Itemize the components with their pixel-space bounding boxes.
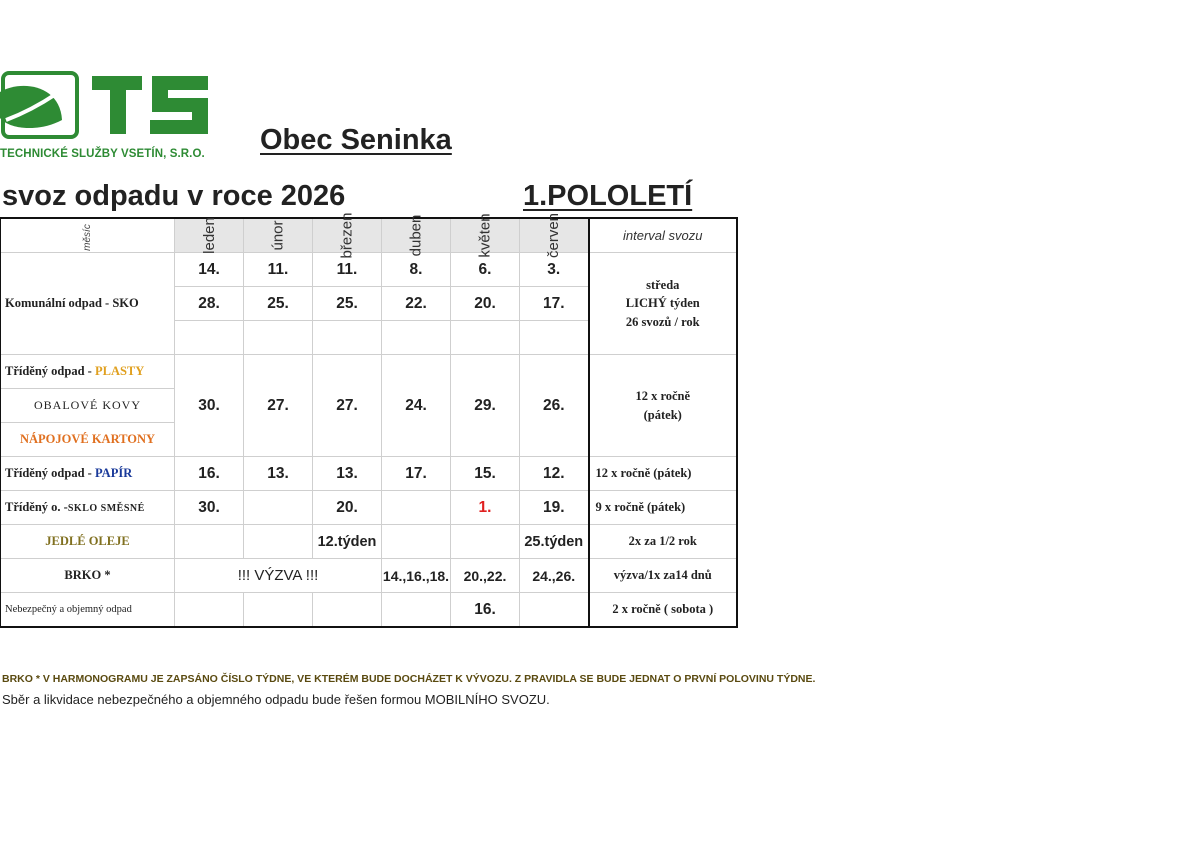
plasty-word: PLASTY [94,364,145,378]
table-cell: 30. [175,491,244,525]
table-cell: 6. [451,253,520,287]
table-cell: 26. [520,355,589,457]
plasty-interval-line: 12 x ročně [635,389,691,404]
plasty-row-1 [1,355,737,389]
table-cell [382,321,451,355]
table-cell: 25. [244,287,313,321]
logo-caption: TECHNICKÉ SLUŽBY VSETÍN, S.R.O. [0,148,205,160]
table-cell: 12.týden [313,525,382,559]
brko-interval: výzva/1x za14 dnů [589,559,737,593]
table-cell [520,321,589,355]
brko-label: BRKO * [1,559,175,593]
label-prefix: Tříděný odpad - [5,466,95,480]
table-cell: 13. [313,457,382,491]
kartony-label: NÁPOJOVÉ KARTONY [1,423,175,457]
oleje-interval: 2x za 1/2 rok [589,525,737,559]
table-cell [313,593,382,627]
table-cell [175,593,244,627]
sko-interval-line: středa [646,278,680,293]
sko-row-1 [1,253,737,287]
corner-cell [1,219,175,253]
papir-interval: 12 x ročně (pátek) [589,457,737,491]
table-cell [244,491,313,525]
table-cell: 16. [451,593,520,627]
papir-row [1,457,737,491]
table-cell: 1. [451,491,520,525]
month-header: duben [382,219,451,253]
table-cell: 22. [382,287,451,321]
table-cell [175,525,244,559]
table-cell: 28. [175,287,244,321]
municipality-title: Obec Seninka [260,124,452,156]
table-cell: 27. [244,355,313,457]
table-cell: 12. [520,457,589,491]
table-cell: 24.,26. [520,559,589,593]
table-cell [313,321,382,355]
table-cell [451,525,520,559]
table-cell [451,321,520,355]
schedule-title: svoz odpadu v roce 2026 [2,180,346,212]
ts-logo-mark [0,70,215,150]
table-cell: 3. [520,253,589,287]
brko-row [1,559,737,593]
mobile-collection-note: Sběr a likvidace nebezpečného a objemného odpadu bude řešen formou MOBILNÍHO SVOZU. [2,692,550,707]
collection-schedule-table [0,212,737,627]
table-cell: 17. [520,287,589,321]
table-cell: 17. [382,457,451,491]
papir-label [1,457,175,491]
table-cell: 27. [313,355,382,457]
table-cell: 11. [313,253,382,287]
month-header: leden [175,219,244,253]
month-axis-label: měsíc [81,223,93,251]
table-cell: 20. [451,287,520,321]
brko-footnote: BRKO * V HARMONOGRAMU JE ZAPSÁNO ČÍSLO TÝDNE, VE KTERÉM BUDE DOCHÁZET K VÝVOZU. Z PRAVIDLA SE BUDE JEDNAT O PRVNÍ POLOVINU TÝDNE. [2,673,816,685]
sklo-interval: 9 x ročně (pátek) [589,491,737,525]
table-cell: 19. [520,491,589,525]
table-cell: 15. [451,457,520,491]
month-header: červen [520,219,589,253]
table-cell: 25. [313,287,382,321]
table-cell: 14. [175,253,244,287]
month-header: únor [244,219,313,253]
table-cell [244,593,313,627]
table-cell [244,321,313,355]
sko-interval-line: LICHÝ týden [625,296,700,311]
oleje-row [1,525,737,559]
table-cell: 14.,16.,18. [382,559,451,593]
nebezpecny-interval: 2 x ročně ( sobota ) [589,593,737,627]
table-cell: 16. [175,457,244,491]
interval-header: interval svozu [589,219,737,253]
sklo-row [1,491,737,525]
label-prefix: Tříděný o. - [5,500,68,514]
sklo-word: SKLO SMĚSNÉ [67,503,145,514]
kovy-label: OBALOVÉ KOVY [1,389,175,423]
table-cell: 25.týden [520,525,589,559]
table-cell [175,321,244,355]
papir-word: PAPÍR [94,466,133,480]
table-cell: 30. [175,355,244,457]
half-year-title: 1.POLOLETÍ [523,180,693,212]
sklo-label [1,491,175,525]
table-cell: 29. [451,355,520,457]
table-cell [382,525,451,559]
table-cell: 24. [382,355,451,457]
oleje-label: JEDLÉ OLEJE [1,525,175,559]
table-cell: 11. [244,253,313,287]
label-prefix: Tříděný odpad - [5,364,95,378]
nebezpecny-row [1,593,737,627]
header-row [1,219,737,253]
table-cell: 13. [244,457,313,491]
plasty-interval [589,355,737,457]
plasty-label [1,355,175,389]
sko-label: Komunální odpad - SKO [1,253,175,355]
table-cell [244,525,313,559]
table-cell: 20.,22. [451,559,520,593]
plasty-interval-line: (pátek) [643,407,682,422]
sko-interval-line: 26 svozů / rok [625,314,700,329]
table-cell [382,593,451,627]
table-cell [520,593,589,627]
table-cell [382,491,451,525]
sko-interval [589,253,737,355]
month-header: březen [313,219,382,253]
brko-vyzva: !!! VÝZVA !!! [175,559,382,593]
nebezpecny-label: Nebezpečný a objemný odpad [1,593,175,627]
month-header: květen [451,219,520,253]
table-cell: 8. [382,253,451,287]
table-cell: 20. [313,491,382,525]
